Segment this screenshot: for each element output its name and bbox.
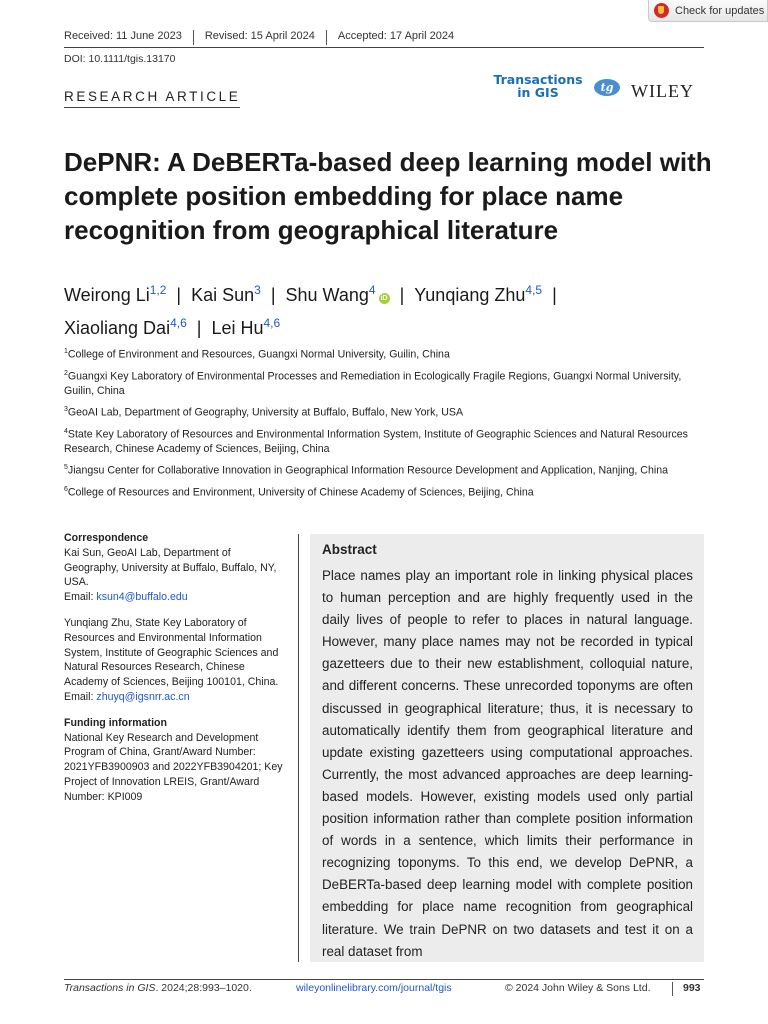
doi[interactable]: DOI: 10.1111/tgis.13170 <box>64 53 176 65</box>
funding-text: National Key Research and Development Program of China, Grant/Award Number: 2021YFB3900903 and 2022YFB3904201; Key Project of Innovation LREIS, Grant/Award Number: KPI009 <box>64 731 283 803</box>
article-type: RESEARCH ARTICLE <box>64 89 240 108</box>
divider <box>193 30 194 45</box>
affiliation: $^5$Jiangsu Center for Collaborative Innovation in Geographical Information Resource Development and Application, Nanjing, China <box>64 464 668 477</box>
history-dates <box>64 30 454 45</box>
email-link[interactable]: zhuyq@igsnrr.ac.cn <box>96 690 190 703</box>
affiliation: $^3$GeoAI Lab, Department of Geography, University at Buffalo, Buffalo, New York, USA <box>64 406 464 419</box>
article-title: DePNR: A DeBERTa-based deep learning model with complete position embedding for place name recognition from geographical literature <box>64 147 712 245</box>
email-link[interactable]: ksun4@buffalo.edu <box>96 591 188 604</box>
accepted-date: Accepted: 17 April 2024 <box>337 30 455 42</box>
affiliations <box>64 344 704 503</box>
author-list: Weirong Li$^{1,2}$ | Kai Sun$^3$ | Shu Wang$^4$iD | Yunqiang Zhu$^{4,5}$ | Xiaoliang Dai$^{4,6}$ | Lei Hu$^{4,6}$ <box>64 283 557 338</box>
author[interactable]: Xiaoliang Dai$^{4,6}$ <box>64 316 187 338</box>
divider <box>672 982 673 996</box>
orcid-icon[interactable]: iD <box>380 295 388 302</box>
affiliation: $^6$College of Resources and Environment, University of Chinese Academy of Sciences, Beijing, China <box>64 485 534 499</box>
funding-heading: Funding information <box>64 716 167 729</box>
side-info <box>64 531 286 816</box>
affiliation: $^4$State Key Laboratory of Resources and Environmental Information System, Institute of Geographic Sciences and Natural Resources Research, Chinese Academy of Sciences, Beijing, China <box>64 427 688 456</box>
journal-logo <box>487 73 589 99</box>
correspondence-heading: Correspondence <box>64 532 149 544</box>
author[interactable]: Shu Wang$^4$iD <box>285 283 388 305</box>
check-for-updates-label: Check for updates <box>675 4 765 17</box>
revised-date: Revised: 15 April 2024 <box>204 30 315 42</box>
journal-badge-icon: tg <box>594 79 620 96</box>
journal-name-line1: Transactions <box>493 72 583 87</box>
author[interactable]: Yunqiang Zhu$^{4,5}$ <box>414 283 543 305</box>
author[interactable]: Kai Sun$^3$ <box>191 283 261 305</box>
correspondence-entry: Kai Sun, GeoAI Lab, Department of Geography, University at Buffalo, Buffalo, NY, USA. Email: ksun4@buffalo.edu <box>64 546 277 604</box>
footer-rule <box>64 979 704 980</box>
crossmark-icon <box>654 3 669 18</box>
divider <box>326 30 327 45</box>
abstract-heading: Abstract <box>322 542 377 557</box>
page-number: 993 <box>683 982 701 994</box>
abstract-text: Place names play an important role in linking physical places to human perception and are highly frequently used in the daily lives of people to refer to places in natural language. However, many place names may not be recorded in typical gazetteers due to their new establishment, colloquial nature, and different concerns. These unrecorded toponyms are often discussed in geographical literature; thus, it is necessary to automatically identify them from geographical literature and update existing gazetteers using computational approaches. Currently, the most advanced approaches are deep learning-based models. However, existing models used only partial position information rather than complete position information of words in a sentence, which limits their performance in recognizing toponyms. To this end, we develop DePNR, a DeBERTa-based deep learning model with complete position embedding for place name recognition from geographical literature. We train DePNR on two datasets and test it on a real dataset from <box>322 568 693 959</box>
check-for-updates-button[interactable] <box>648 0 768 22</box>
affiliation: $^2$Guangxi Key Laboratory of Environmental Processes and Remediation in Ecologically Fragile Regions, Guangxi Normal University, Guilin, China <box>64 369 682 398</box>
author[interactable]: Weirong Li$^{1,2}$ <box>64 283 167 305</box>
received-date: Received: 11 June 2023 <box>64 30 182 42</box>
publisher-logo: WILEY <box>631 81 694 101</box>
journal-name-line2: in GIS <box>517 85 559 100</box>
citation: Transactions in GIS. 2024;28:993–1020. <box>64 982 252 994</box>
journal-url-link[interactable]: wileyonlinelibrary.com/journal/tgis <box>296 982 452 994</box>
copyright: © 2024 John Wiley & Sons Ltd. <box>505 982 651 994</box>
column-divider <box>298 534 299 962</box>
abstract-box <box>310 534 704 962</box>
author[interactable]: Lei Hu$^{4,6}$ <box>211 316 281 338</box>
header-rule <box>64 47 704 48</box>
affiliation: $^1$College of Environment and Resources, Guangxi Normal University, Guilin, China <box>64 348 450 361</box>
correspondence-entry: Yunqiang Zhu, State Key Laboratory of Resources and Environmental Information System, Institute of Geographic Sciences and Natural Resources Research, Chinese Academy of Sciences, Beijing 100101, China. Email: zhuyq@igsnrr.ac.cn <box>64 616 279 703</box>
